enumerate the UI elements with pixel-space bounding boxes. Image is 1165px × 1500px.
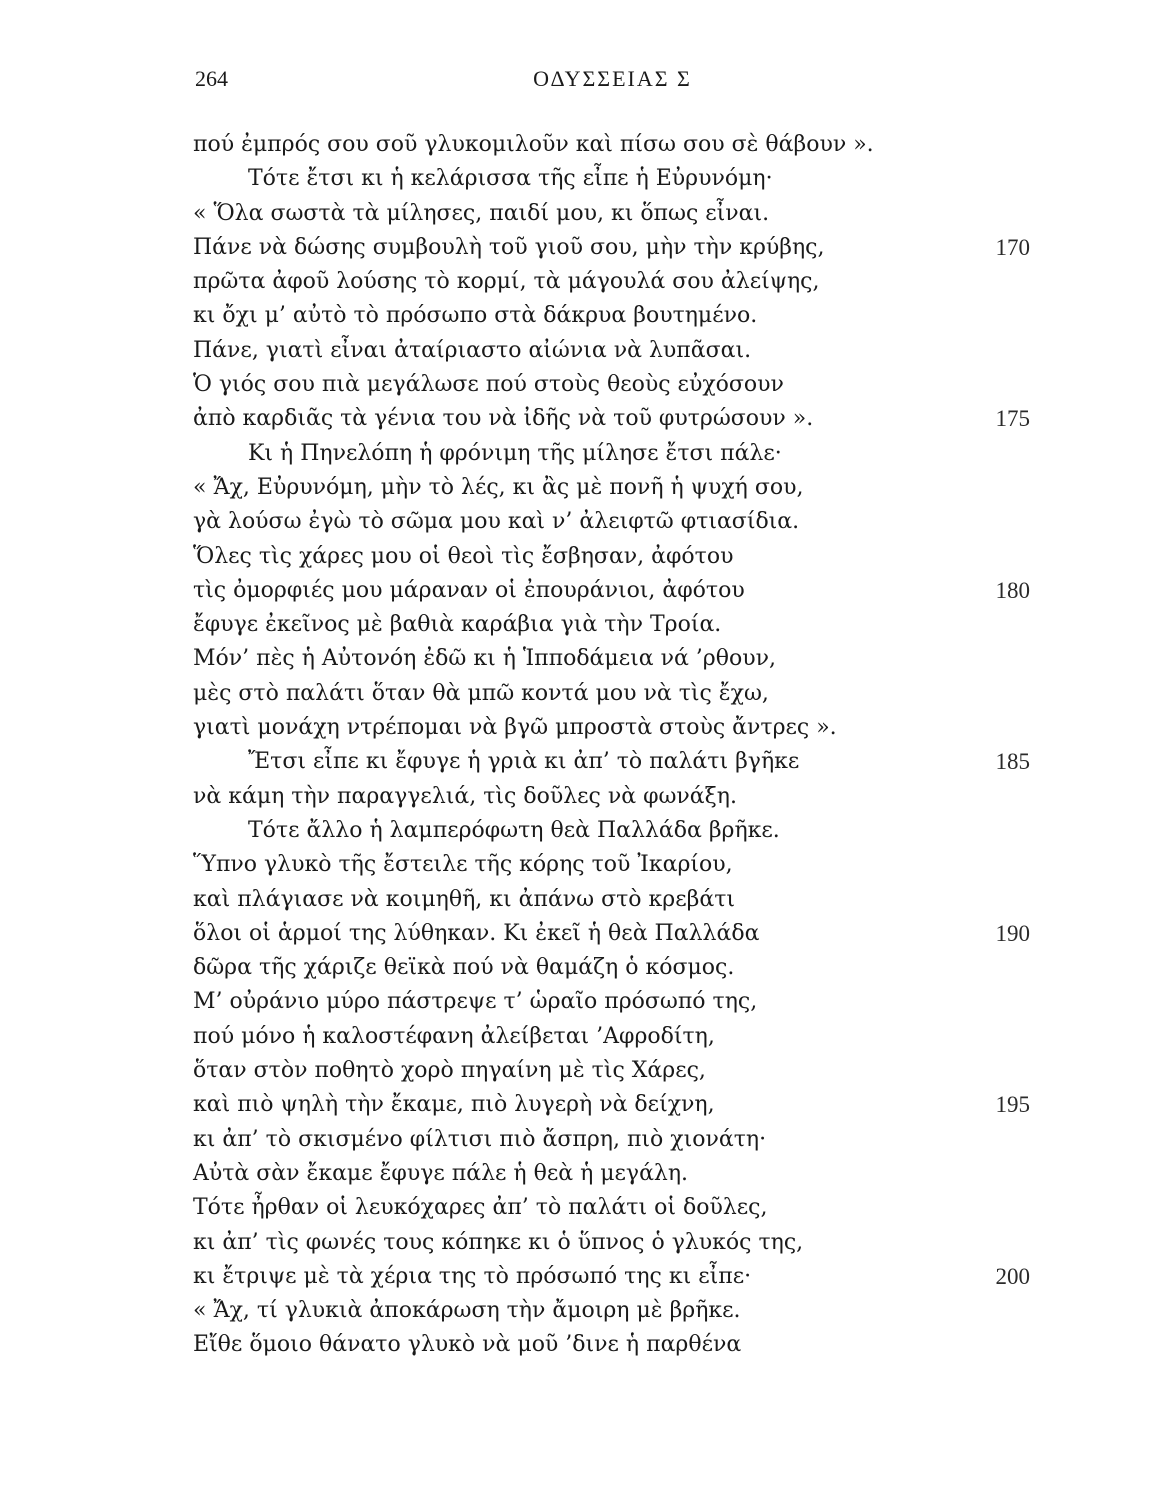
verse-text: ὅταν στὸν ποθητὸ χορὸ πηγαίνη μὲ τὶς Χάρες, bbox=[193, 1058, 706, 1084]
verse-text: Τότε ἦρθαν οἱ λευκόχαρες ἀπ’ τὸ παλάτι οἱ δοῦλες, bbox=[193, 1195, 768, 1221]
verse-text: ὅλοι οἱ ἁρμοί της λύθηκαν. Κι ἐκεῖ ἡ θεὰ Παλλάδα bbox=[193, 920, 760, 946]
verse-text: Εἴθε ὅμοιο θάνατο γλυκὸ νὰ μοῦ ’δινε ἡ παρθένα bbox=[193, 1332, 742, 1358]
verse-text: Τότε ἄλλο ἡ λαμπερόφωτη θεὰ Παλλάδα βρῆκε. bbox=[248, 817, 780, 843]
verse-line bbox=[193, 368, 1038, 402]
verse-line bbox=[193, 1328, 1038, 1362]
verse-line bbox=[193, 402, 1038, 436]
line-number: 170 bbox=[995, 234, 1030, 260]
verse-text: καὶ πιὸ ψηλὴ τὴν ἔκαμε, πιὸ λυγερὴ νὰ δείχνη, bbox=[193, 1092, 715, 1118]
verse-text: γιατὶ μονάχη ντρέπομαι νὰ βγῶ μπροστὰ στοὺς ἄντρες ». bbox=[193, 715, 837, 741]
verse-line bbox=[193, 951, 1038, 985]
verse-line bbox=[193, 677, 1038, 711]
verse-line bbox=[193, 265, 1038, 299]
verse-line bbox=[193, 1123, 1038, 1157]
verse-text: « Ὅλα σωστὰ τὰ μίλησες, παιδί μου, κι ὅπως εἶναι. bbox=[193, 200, 770, 226]
line-number: 185 bbox=[995, 749, 1030, 775]
verse-line bbox=[193, 437, 1038, 471]
verse-text: « Ἄχ, Εὐρυνόμη, μὴν τὸ λές, κι ἂς μὲ πονῆ ἡ ψυχή σου, bbox=[193, 474, 804, 500]
verse-text: Μ’ οὐράνιο μύρο πάστρεψε τ’ ὡραῖο πρόσωπό της, bbox=[193, 989, 758, 1015]
verse-line bbox=[193, 197, 1038, 231]
verse-line bbox=[193, 574, 1038, 608]
verse-text: Ἔτσι εἶπε κι ἔφυγε ἡ γριὰ κι ἀπ’ τὸ παλάτι βγῆκε bbox=[248, 749, 800, 775]
verse-line bbox=[193, 1088, 1038, 1122]
verse-text: Αὐτὰ σὰν ἔκαμε ἔφυγε πάλε ἡ θεὰ ἡ μεγάλη. bbox=[193, 1160, 689, 1186]
verse-block bbox=[193, 128, 1038, 1363]
verse-text: καὶ πλάγιασε νὰ κοιμηθῆ, κι ἀπάνω στὸ κρεβάτι bbox=[193, 886, 735, 912]
verse-line bbox=[193, 608, 1038, 642]
verse-line bbox=[193, 642, 1038, 676]
running-head: ΟΔΥΣΣΕΙΑΣ Σ bbox=[533, 66, 692, 91]
verse-line bbox=[193, 917, 1038, 951]
verse-text: Πάνε νὰ δώσης συμβουλὴ τοῦ γιοῦ σου, μὴν τὴν κρύβης, bbox=[193, 234, 825, 260]
line-number: 175 bbox=[995, 406, 1030, 432]
verse-text: νὰ κάμη τὴν παραγγελιά, τὶς δοῦλες νὰ φωνάξη. bbox=[193, 783, 737, 809]
verse-line bbox=[193, 883, 1038, 917]
verse-line bbox=[193, 299, 1038, 333]
verse-text: ἔφυγε ἐκεῖνος μὲ βαθιὰ καράβια γιὰ τὴν Τροία. bbox=[193, 612, 722, 638]
verse-text: Ὅλες τὶς χάρες μου οἱ θεοὶ τὶς ἔσβησαν, ἀφότου bbox=[193, 543, 734, 569]
page-number: 264 bbox=[195, 66, 228, 91]
verse-text: κι ὄχι μ’ αὐτὸ τὸ πρόσωπο στὰ δάκρυα βουτημένο. bbox=[193, 303, 758, 329]
verse-line bbox=[193, 334, 1038, 368]
verse-text: Μόν’ πὲς ἡ Αὐτονόη ἐδῶ κι ἡ Ἱπποδάμεια νά ’ρθουν, bbox=[193, 646, 776, 672]
verse-text: κι ἔτριψε μὲ τὰ χέρια της τὸ πρόσωπό της κι εἶπε· bbox=[193, 1263, 752, 1289]
verse-text: Πάνε, γιατὶ εἶναι ἀταίριαστο αἰώνια νὰ λυπᾶσαι. bbox=[193, 337, 752, 363]
line-number: 180 bbox=[995, 577, 1030, 603]
verse-line bbox=[193, 1020, 1038, 1054]
verse-line bbox=[193, 1226, 1038, 1260]
verse-line bbox=[193, 1191, 1038, 1225]
page-header bbox=[195, 66, 1030, 100]
verse-text: κι ἀπ’ τὸ σκισμένο φίλτισι πιὸ ἄσπρη, πιὸ χιονάτη· bbox=[193, 1126, 767, 1152]
verse-text: Ὁ γιός σου πιὰ μεγάλωσε πού στοὺς θεοὺς εὐχόσουν bbox=[193, 372, 784, 398]
verse-line bbox=[193, 1294, 1038, 1328]
verse-line bbox=[193, 848, 1038, 882]
line-number: 195 bbox=[995, 1092, 1030, 1118]
verse-text: τὶς ὀμορφιές μου μάραναν οἱ ἐπουράνιοι, ἀφότου bbox=[193, 577, 745, 603]
verse-line bbox=[193, 711, 1038, 745]
verse-text: πού μόνο ἡ καλοστέφανη ἀλείβεται ’Αφροδίτη, bbox=[193, 1023, 715, 1049]
verse-text: Κι ἡ Πηνελόπη ἡ φρόνιμη τῆς μίλησε ἔτσι πάλε· bbox=[248, 440, 782, 466]
verse-text: Τότε ἔτσι κι ἡ κελάρισσα τῆς εἶπε ἡ Εὐρυνόμη· bbox=[248, 166, 773, 192]
verse-line bbox=[193, 540, 1038, 574]
verse-text: μὲς στὸ παλάτι ὅταν θὰ μπῶ κοντά μου νὰ τὶς ἔχω, bbox=[193, 680, 769, 706]
verse-text: πρῶτα ἀφοῦ λούσης τὸ κορμί, τὰ μάγουλά σου ἀλείψης, bbox=[193, 269, 820, 295]
verse-line bbox=[193, 505, 1038, 539]
verse-line bbox=[193, 1260, 1038, 1294]
verse-text: πού ἐμπρός σου σοῦ γλυκομιλοῦν καὶ πίσω σου σὲ θάβουν ». bbox=[193, 132, 874, 157]
verse-line bbox=[193, 471, 1038, 505]
verse-text: Ὕπνο γλυκὸ τῆς ἔστειλε τῆς κόρης τοῦ Ἰκαρίου, bbox=[193, 852, 733, 878]
verse-text: δῶρα τῆς χάριζε θεϊκὰ πού νὰ θαμάζη ὁ κόσμος. bbox=[193, 955, 735, 981]
verse-line bbox=[193, 1157, 1038, 1191]
line-number: 200 bbox=[995, 1263, 1030, 1289]
verse-text: γὰ λούσω ἐγὼ τὸ σῶμα μου καὶ ν’ ἀλειφτῶ φτιασίδια. bbox=[193, 509, 800, 535]
line-number: 190 bbox=[995, 920, 1030, 946]
verse-line bbox=[193, 231, 1038, 265]
verse-line bbox=[193, 745, 1038, 779]
verse-line bbox=[193, 814, 1038, 848]
verse-line bbox=[193, 985, 1038, 1019]
verse-line bbox=[193, 128, 1038, 162]
verse-line bbox=[193, 780, 1038, 814]
verse-text: κι ἀπ’ τὶς φωνές τους κόπηκε κι ὁ ὕπνος ὁ γλυκός της, bbox=[193, 1229, 804, 1255]
verse-text: « Ἄχ, τί γλυκιὰ ἀποκάρωση τὴν ἄμοιρη μὲ βρῆκε. bbox=[193, 1298, 741, 1324]
verse-line bbox=[193, 1054, 1038, 1088]
verse-text: ἀπὸ καρδιᾶς τὰ γένια του νὰ ἰδῆς νὰ τοῦ φυτρώσουν ». bbox=[193, 406, 814, 432]
verse-line bbox=[193, 162, 1038, 196]
